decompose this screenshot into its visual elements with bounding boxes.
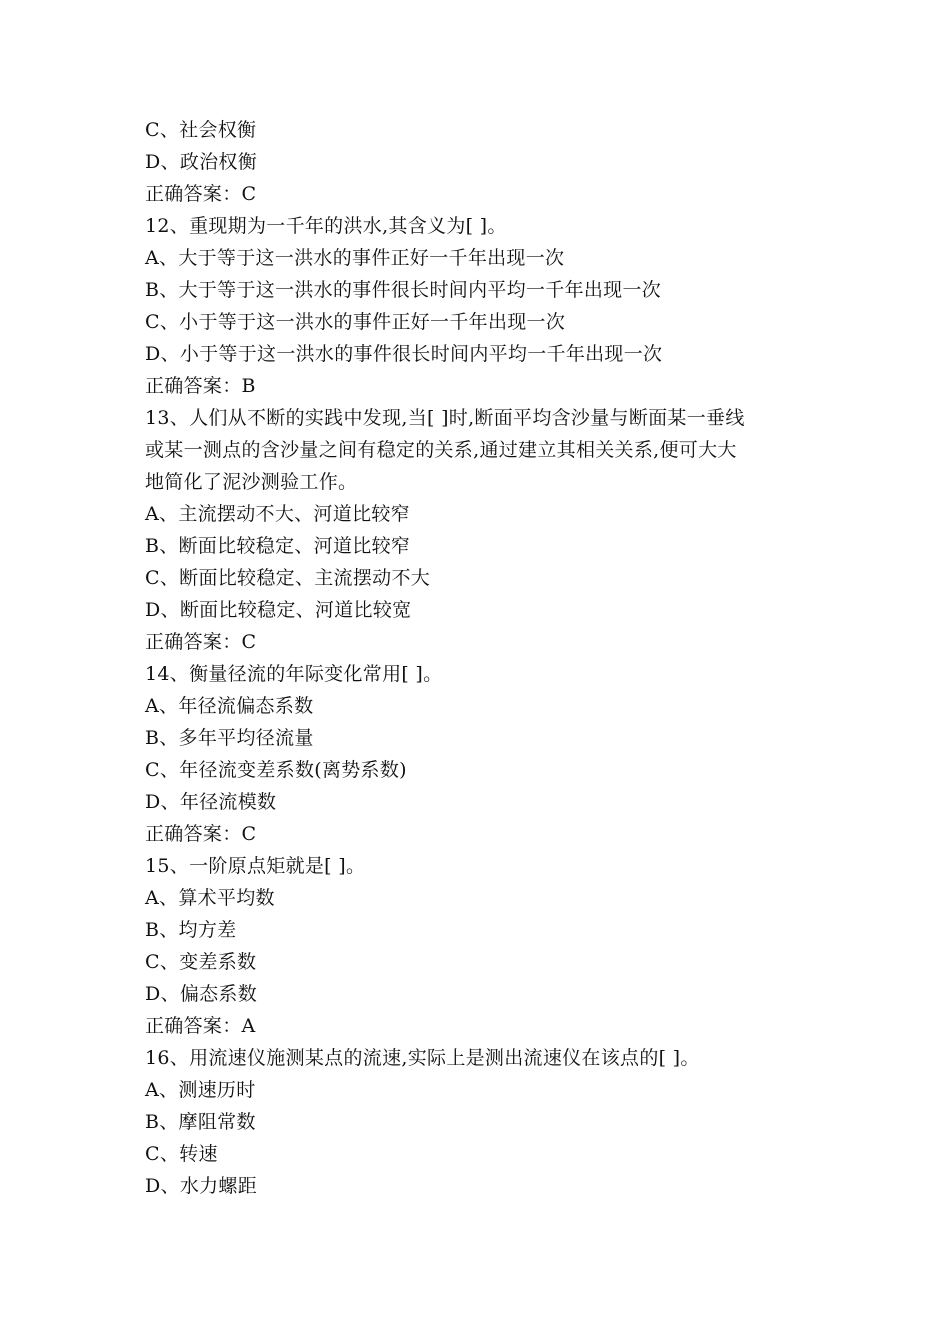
question-14: 14、衡量径流的年际变化常用[ ]。 bbox=[145, 663, 443, 685]
option-a: A、年径流偏态系数 bbox=[145, 695, 314, 717]
option-d: D、偏态系数 bbox=[145, 983, 258, 1005]
option-b: B、均方差 bbox=[145, 919, 237, 941]
option-b: B、大于等于这一洪水的事件很长时间内平均一千年出现一次 bbox=[145, 279, 662, 301]
option-a: A、算术平均数 bbox=[145, 887, 275, 909]
question-15: 15、一阶原点矩就是[ ]。 bbox=[145, 855, 366, 877]
answer-line: 正确答案：A bbox=[145, 1015, 256, 1037]
option-d: D、小于等于这一洪水的事件很长时间内平均一千年出现一次 bbox=[145, 343, 663, 365]
option-a: A、主流摆动不大、河道比较窄 bbox=[145, 503, 410, 525]
option-b: B、摩阻常数 bbox=[145, 1111, 256, 1133]
option-d: D、年径流模数 bbox=[145, 791, 277, 813]
option-d: D、断面比较稳定、河道比较宽 bbox=[145, 599, 412, 621]
answer-line: 正确答案：C bbox=[145, 631, 257, 653]
option-d: D、水力螺距 bbox=[145, 1175, 258, 1197]
option-c: C、小于等于这一洪水的事件正好一千年出现一次 bbox=[145, 311, 566, 333]
option-a: A、大于等于这一洪水的事件正好一千年出现一次 bbox=[145, 247, 565, 269]
option-c: C、社会权衡 bbox=[145, 119, 257, 141]
question-13-line-3: 地简化了泥沙测验工作。 bbox=[145, 471, 358, 493]
option-b: B、多年平均径流量 bbox=[145, 727, 314, 749]
option-c: C、转速 bbox=[145, 1143, 218, 1165]
option-d: D、政治权衡 bbox=[145, 151, 258, 173]
answer-line: 正确答案：C bbox=[145, 183, 257, 205]
question-13-line-1: 13、人们从不断的实践中发现,当[ ]时,断面平均含沙量与断面某一垂线 bbox=[145, 407, 745, 429]
option-c: C、年径流变差系数(离势系数) bbox=[145, 759, 407, 781]
question-13-line-2: 或某一测点的含沙量之间有稳定的关系,通过建立其相关关系,便可大大 bbox=[145, 439, 737, 461]
answer-line: 正确答案：B bbox=[145, 375, 256, 397]
option-b: B、断面比较稳定、河道比较窄 bbox=[145, 535, 411, 557]
answer-line: 正确答案：C bbox=[145, 823, 257, 845]
option-c: C、断面比较稳定、主流摆动不大 bbox=[145, 567, 431, 589]
question-12: 12、重现期为一千年的洪水,其含义为[ ]。 bbox=[145, 215, 507, 237]
option-c: C、变差系数 bbox=[145, 951, 257, 973]
document-page bbox=[145, 114, 825, 1202]
option-a: A、测速历时 bbox=[145, 1079, 256, 1101]
question-16: 16、用流速仪施测某点的流速,实际上是测出流速仪在该点的[ ]。 bbox=[145, 1047, 700, 1069]
